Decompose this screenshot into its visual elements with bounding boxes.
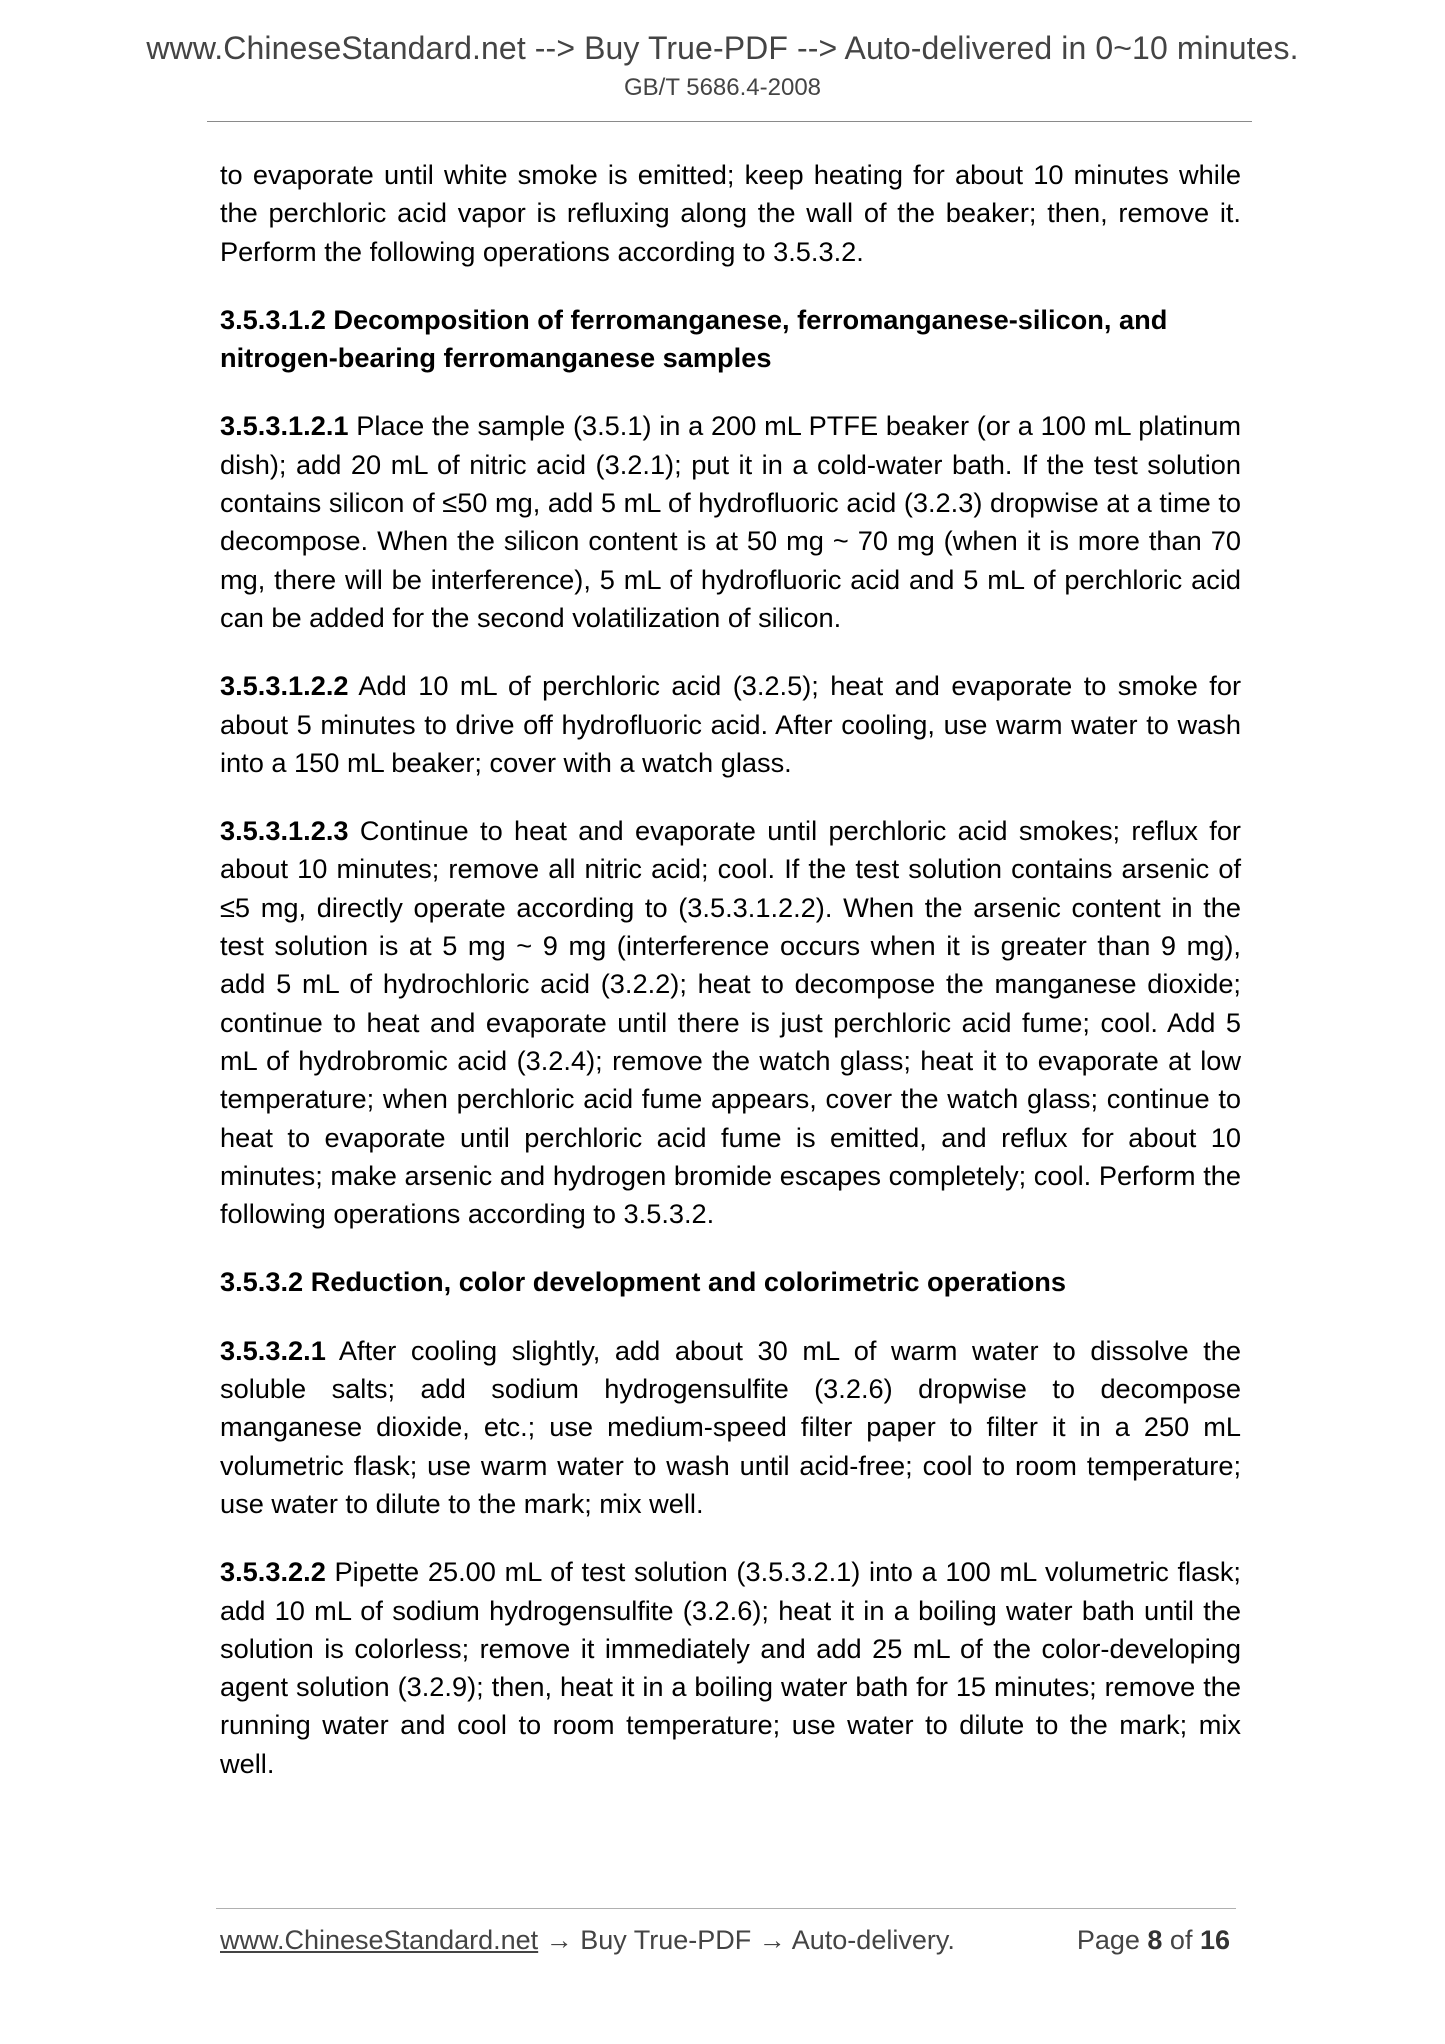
clause-number: 3.5.3.2.1 — [220, 1334, 326, 1366]
paragraph-continuation: to evaporate until white smoke is emitted; keep heating for about 10 minutes while the perchloric acid vapor is refluxing along the wall of the beaker; then, remove it. Perform the following operations according to 3.5.3.2. — [220, 159, 1241, 267]
footer-buy-text: Buy True-PDF — [580, 1925, 752, 1955]
document-body — [220, 156, 1241, 1813]
page-indicator — [1077, 1925, 1230, 1956]
clause-text: Pipette 25.00 mL of test solution (3.5.3.2.1) into a 100 mL volumetric flask; add 10 mL of sodium hydrogensulfite (3.2.6); heat it in a boiling water bath until the solution is colorless; remove it immediately and add 25 mL of the color-developing agent solution (3.2.9); then, heat it in a boiling water bath for 15 minutes; remove the running water and cool to room temperature; use water to dilute to the mark; mix well. — [220, 1556, 1241, 1779]
clause-text: Place the sample (3.5.1) in a 200 mL PTFE beaker (or a 100 mL platinum dish); add 20 mL of nitric acid (3.2.1); put it in a cold-water bath. If the test solution contains silicon of ≤50 mg, add 5 mL of hydrofluoric acid (3.2.3) dropwise at a time to decompose. When the silicon content is at 50 mg ~ 70 mg (when it is more than 70 mg, there will be interference), 5 mL of hydrofluoric acid and 5 mL of perchloric acid can be added for the second volatilization of silicon. — [220, 410, 1241, 633]
document-number: GB/T 5686.4-2008 — [623, 74, 822, 101]
clause-number: 3.5.3.2.2 — [220, 1556, 326, 1588]
arrow-icon: → — [538, 1925, 581, 1955]
total-pages: 16 — [1199, 1925, 1230, 1955]
footer-divider — [216, 1908, 1236, 1909]
current-page: 8 — [1147, 1925, 1163, 1955]
header-title: www.ChineseStandard.net --> Buy True-PDF --> Auto-delivered in 0~10 minutes. — [146, 30, 1299, 66]
clause-3-5-3-1-2-1 — [220, 407, 1241, 637]
footer-links — [220, 1925, 955, 1956]
clause-text: After cooling slightly, add about 30 mL of warm water to dissolve the soluble salts; add sodium hydrogensulfite (3.2.6) dropwise to decompose manganese dioxide, etc.; use medium-speed filter paper to filter it in a 250 mL volumetric flask; use warm water to wash until acid-free; cool to room temperature; use water to dilute to the mark; mix well. — [220, 1334, 1241, 1519]
heading-3-5-3-2: 3.5.3.2 Reduction, color development and colorimetric operations — [220, 1266, 1067, 1298]
header-divider — [207, 121, 1252, 122]
clause-number: 3.5.3.1.2.1 — [220, 410, 349, 442]
clause-3-5-3-1-2-2 — [220, 667, 1241, 782]
clause-text: Continue to heat and evaporate until perchloric acid smokes; reflux for about 10 minutes; remove all nitric acid; cool. If the test solution contains arsenic of ≤5 mg, directly operate according to (3.5.3.1.2.2). When the arsenic content in the test solution is at 5 mg ~ 9 mg (interference occurs when it is greater than 9 mg), add 5 mL of hydrochloric acid (3.2.2); heat to decompose the manganese dioxide; continue to heat and evaporate until there is just perchloric acid fume; cool. Add 5 mL of hydrobromic acid (3.2.4); remove the watch glass; heat it to evaporate at low temperature; when perchloric acid fume appears, cover the watch glass; continue to heat to evaporate until perchloric acid fume is emitted, and reflux for about 10 minutes; make arsenic and hydrogen bromide escapes completely; cool. Perform the following operations according to 3.5.3.2. — [220, 815, 1241, 1230]
clause-3-5-3-1-2-3 — [220, 812, 1241, 1233]
page-label: Page — [1076, 1925, 1148, 1955]
clause-3-5-3-2-1 — [220, 1332, 1241, 1523]
clause-number: 3.5.3.1.2.2 — [220, 670, 349, 702]
clause-number: 3.5.3.1.2.3 — [220, 815, 349, 847]
heading-3-5-3-1-2: 3.5.3.1.2 Decomposition of ferromanganese, ferromanganese-silicon, and nitrogen-bearing ferromanganese samples — [220, 303, 1168, 374]
clause-text: Add 10 mL of perchloric acid (3.2.5); heat and evaporate to smoke for about 5 minutes to drive off hydrofluoric acid. After cooling, use warm water to wash into a 150 mL beaker; cover with a watch glass. — [220, 670, 1241, 778]
clause-3-5-3-2-2 — [220, 1553, 1241, 1783]
footer-site-link[interactable]: www.ChineseStandard.net — [220, 1925, 539, 1955]
footer-delivery-text: Auto-delivery. — [791, 1925, 955, 1955]
of-label: of — [1162, 1925, 1200, 1955]
arrow-icon: → — [751, 1925, 792, 1955]
